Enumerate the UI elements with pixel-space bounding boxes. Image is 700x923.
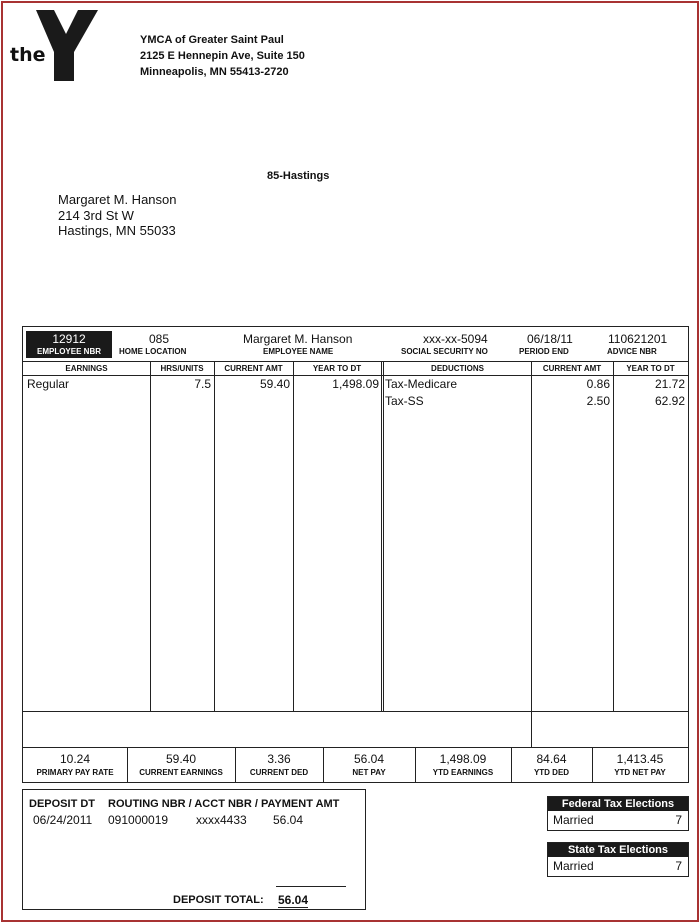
recipient-name: Margaret M. Hanson bbox=[58, 192, 177, 207]
advice-nbr-label: ADVICE NBR bbox=[607, 347, 657, 356]
col-header-hrs-units: HRS/UNITS bbox=[160, 364, 204, 373]
col-divider bbox=[214, 361, 215, 712]
federal-tax-row bbox=[548, 811, 688, 830]
deduction-ytd: 21.72 bbox=[654, 377, 685, 391]
ymca-logo bbox=[10, 8, 105, 83]
primary-pay-rate-label: PRIMARY PAY RATE bbox=[36, 768, 114, 777]
deduction-current: 0.86 bbox=[586, 377, 610, 391]
col-header-ded-year-to-dt: YEAR TO DT bbox=[626, 364, 675, 373]
deposit-routing: 091000019 bbox=[108, 813, 169, 827]
earnings-ytd: 1,498.09 bbox=[332, 377, 379, 391]
deposit-acct: xxxx4433 bbox=[196, 813, 247, 827]
logo-the-text: the bbox=[10, 44, 46, 66]
col-header-ded-current-amt: CURRENT AMT bbox=[542, 364, 602, 373]
earnings-hrs: 7.5 bbox=[194, 377, 211, 391]
column-header-divider bbox=[23, 375, 688, 376]
col-divider bbox=[381, 361, 382, 712]
home-location-value: 085 bbox=[149, 332, 170, 346]
net-pay-value: 56.04 bbox=[353, 752, 385, 766]
state-tax-elections bbox=[547, 842, 689, 877]
deduction-ytd: 62.92 bbox=[654, 394, 685, 408]
current-ded-value: 3.36 bbox=[267, 752, 291, 766]
deposit-header-routing: ROUTING NBR / ACCT NBR / PAYMENT AMT bbox=[108, 798, 340, 810]
ymca-y-mark bbox=[10, 8, 105, 83]
recipient-city: Hastings, MN 55033 bbox=[58, 223, 176, 238]
col-divider bbox=[293, 361, 294, 712]
deposit-date: 06/24/2011 bbox=[33, 813, 93, 827]
col-divider bbox=[150, 361, 151, 712]
earnings-current: 59.40 bbox=[259, 377, 290, 391]
home-location-label: HOME LOCATION bbox=[119, 347, 187, 356]
org-address-block bbox=[140, 32, 305, 80]
deposit-total-value: 56.04 bbox=[278, 893, 309, 907]
ytd-ded-label: YTD DED bbox=[533, 768, 570, 777]
body-bottom-divider bbox=[23, 711, 688, 712]
ytd-ded-value: 84.64 bbox=[536, 752, 567, 766]
recipient-address bbox=[58, 192, 177, 239]
state-tax-status: Married bbox=[553, 859, 594, 873]
ytd-earnings-value: 1,498.09 bbox=[439, 752, 487, 766]
summary-top-divider bbox=[23, 747, 688, 748]
deposit-box bbox=[22, 789, 366, 910]
ytd-earnings-label: YTD EARNINGS bbox=[432, 768, 494, 777]
col-divider bbox=[613, 361, 614, 712]
current-earnings-value: 59.40 bbox=[165, 752, 197, 766]
header-divider bbox=[23, 361, 688, 362]
federal-tax-title: Federal Tax Elections bbox=[548, 797, 688, 811]
branch-name: 85-Hastings bbox=[267, 170, 330, 182]
col-header-current-amt: CURRENT AMT bbox=[224, 364, 283, 373]
org-address-line2: Minneapolis, MN 55413-2720 bbox=[140, 66, 289, 78]
col-header-year-to-dt: YEAR TO DT bbox=[312, 364, 362, 373]
federal-tax-allowances: 7 bbox=[675, 813, 682, 827]
deduction-current: 2.50 bbox=[586, 394, 610, 408]
deposit-header-dt: DEPOSIT DT bbox=[29, 798, 96, 810]
advice-nbr-value: 110621201 bbox=[608, 332, 668, 346]
col-divider bbox=[383, 361, 384, 712]
deposit-amount: 56.04 bbox=[273, 813, 304, 827]
deposit-total-label: DEPOSIT TOTAL: bbox=[173, 894, 264, 906]
employee-nbr-label: EMPLOYEE NBR bbox=[36, 347, 101, 356]
col-header-deductions: DEDUCTIONS bbox=[431, 364, 484, 373]
col-divider bbox=[531, 361, 532, 748]
period-end-label: PERIOD END bbox=[519, 347, 569, 356]
earnings-name: Regular bbox=[27, 377, 70, 391]
ytd-net-pay-label: YTD NET PAY bbox=[614, 768, 666, 777]
deposit-total-rule bbox=[276, 886, 346, 887]
federal-tax-status: Married bbox=[553, 813, 594, 827]
period-end-value: 06/18/11 bbox=[527, 332, 573, 346]
federal-tax-elections bbox=[547, 796, 689, 831]
net-pay-label: NET PAY bbox=[352, 768, 386, 777]
org-address-line1: 2125 E Hennepin Ave, Suite 150 bbox=[140, 50, 305, 62]
recipient-street: 214 3rd St W bbox=[58, 207, 134, 223]
deduction-name: Tax-Medicare bbox=[385, 377, 458, 391]
logo-ymca-text: YMCA bbox=[75, 49, 89, 71]
pay-stub bbox=[22, 326, 689, 783]
employee-nbr-value: 12912 bbox=[52, 332, 86, 346]
current-earnings-label: CURRENT EARNINGS bbox=[139, 768, 223, 777]
current-ded-label: CURRENT DED bbox=[249, 768, 309, 777]
employee-name-label: EMPLOYEE NAME bbox=[263, 347, 334, 356]
state-tax-row bbox=[548, 857, 688, 876]
col-header-earnings: EARNINGS bbox=[65, 364, 108, 373]
employee-name-value: Margaret M. Hanson bbox=[243, 332, 353, 346]
primary-pay-rate-value: 10.24 bbox=[59, 752, 91, 766]
ssn-value: xxx-xx-5094 bbox=[423, 332, 488, 346]
deduction-name: Tax-SS bbox=[385, 394, 424, 408]
ytd-net-pay-value: 1,413.45 bbox=[616, 752, 664, 766]
ssn-label: SOCIAL SECURITY NO bbox=[401, 347, 488, 356]
state-tax-allowances: 7 bbox=[675, 859, 682, 873]
state-tax-title: State Tax Elections bbox=[548, 843, 688, 857]
org-name: YMCA of Greater Saint Paul bbox=[140, 34, 284, 46]
